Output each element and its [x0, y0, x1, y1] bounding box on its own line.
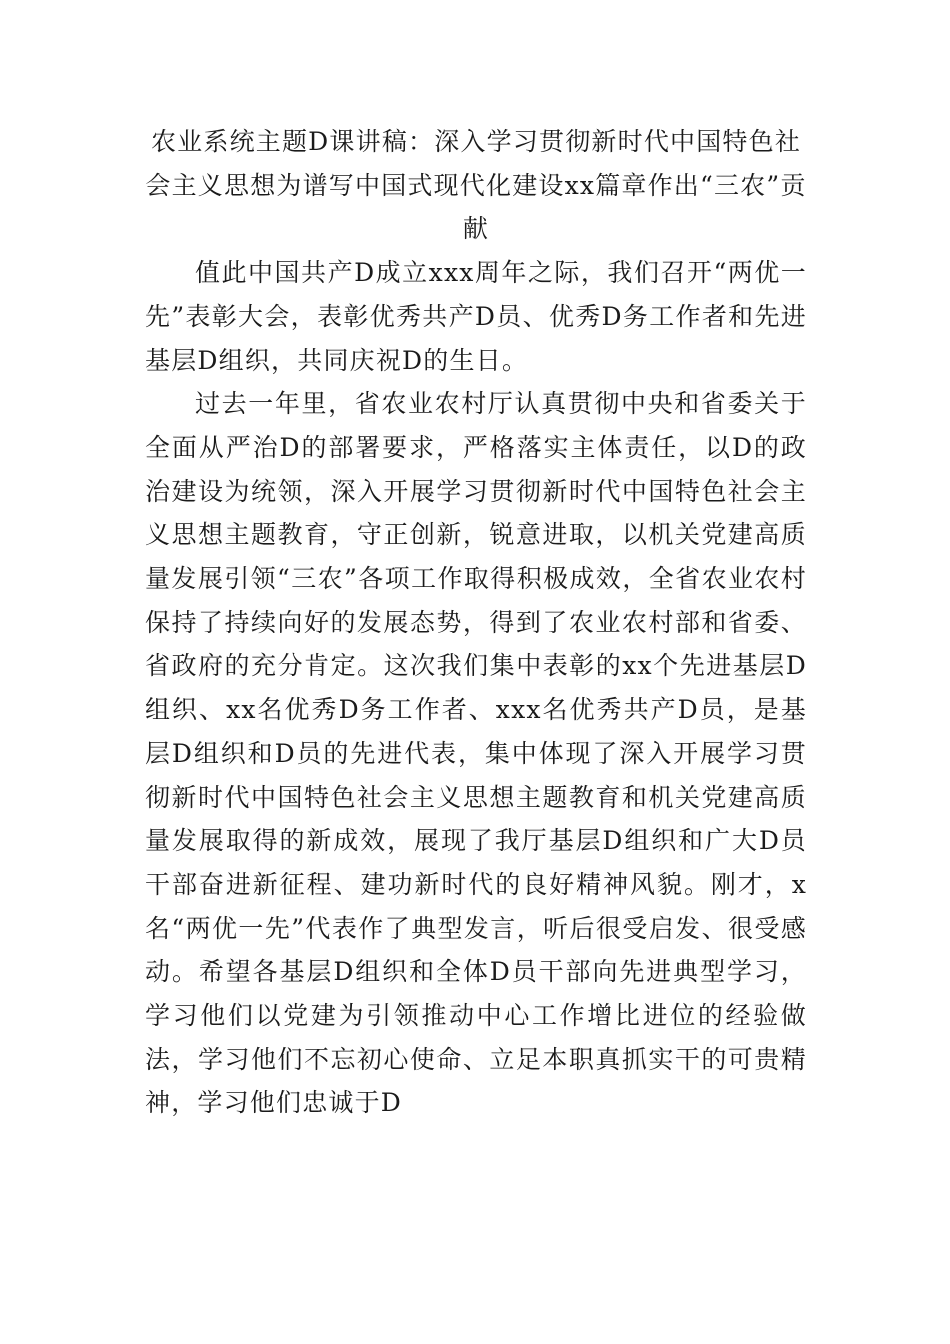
paragraph-review: 过去一年里，省农业农村厅认真贯彻中央和省委关于全面从严治D的部署要求，严格落实主体责任，以D的政治建设为统领，深入开展学习贯彻新时代中国特色社会主义思想主题教育，守正创新，锐意进取，以机关党建高质量发展引领“三农”各项工作取得积极成效，全省农业农村保持了持续向好的发展态势，得到了农业农村部和省委、省政府的充分肯定。这次我们集中表彰的xx个先进基层D组织、xx名优秀D务工作者、xxx名优秀共产D员，是基层D组织和D员的先进代表，集中体现了深入开展学习贯彻新时代中国特色社会主义思想主题教育和机关党建高质量发展取得的新成效，展现了我厅基层D组织和广大D员干部奋进新征程、建功新时代的良好精神风貌。刚才，x名“两优一先”代表作了典型发言，听后很受启发、很受感动。希望各基层D组织和全体D员干部向先进典型学习，学习他们以党建为引领推动中心工作增比进位的经验做法，学习他们不忘初心使命、立足本职真抓实干的可贵精神，学习他们忠诚于D [145, 389, 807, 1118]
document-body [145, 120, 807, 1125]
document-title: 农业系统主题D课讲稿：深入学习贯彻新时代中国特色社会主义思想为谱写中国式现代化建设xx篇章作出“三农”贡献 [145, 127, 807, 244]
paragraph-opening: 值此中国共产D成立xxx周年之际，我们召开“两优一先”表彰大会，表彰优秀共产D员、优秀D务工作者和先进基层D组织，共同庆祝D的生日。 [145, 258, 807, 375]
